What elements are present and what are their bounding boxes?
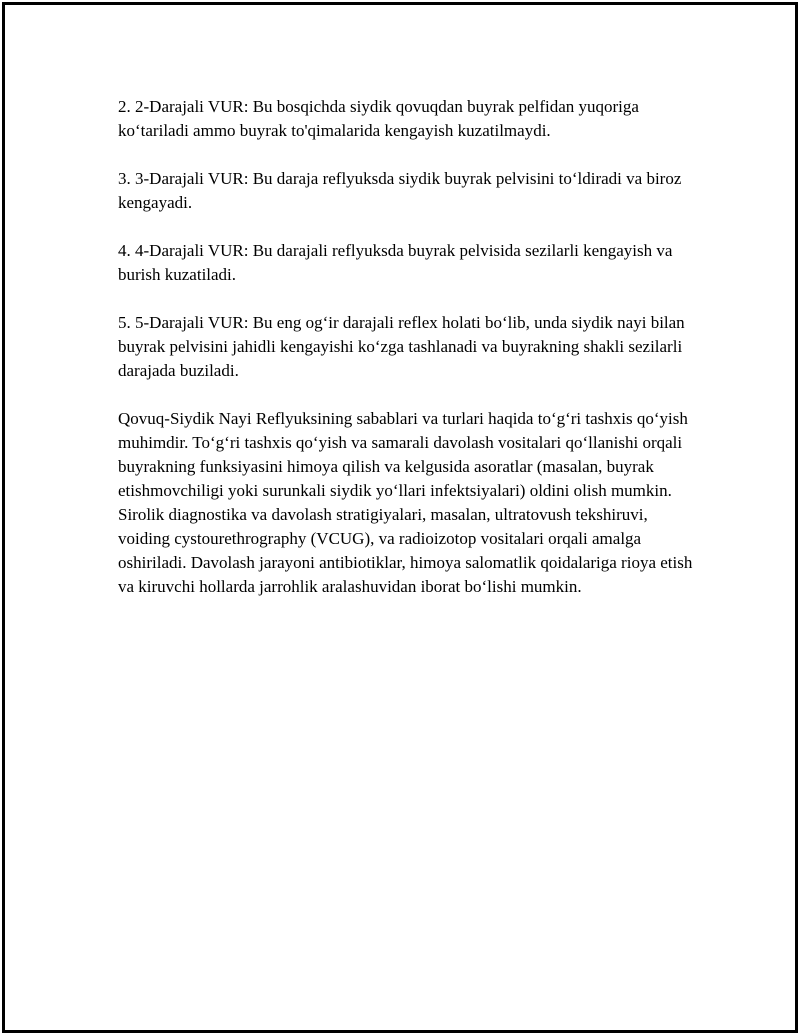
paragraph-grade-2: 2. 2-Darajali VUR: Bu bosqichda siydik qovuqdan buyrak pelfidan yuqoriga ko‘tariladi ammo buyrak to'qimalarida kengayish kuzatilmaydi. [118,97,639,140]
paragraph-grade-5: 5. 5-Darajali VUR: Bu eng og‘ir darajali reflex holati bo‘lib, unda siydik nayi bilan buyrak pelvisini jahidli kengayishi ko‘zga tashlanadi va buyrakning shakli sezilarli darajada buziladi. [118,313,685,380]
document-page [2,2,798,1033]
document-body [118,95,698,599]
paragraph-grade-4: 4. 4-Darajali VUR: Bu darajali reflyuksda buyrak pelvisida sezilarli kengayish va burish kuzatiladi. [118,241,673,284]
paragraph-summary: Qovuq-Siydik Nayi Reflyuksining sabablari va turlari haqida to‘g‘ri tashxis qo‘yish muhimdir. To‘g‘ri tashxis qo‘yish va samarali davolash vositalari qo‘llanishi orqali buyrakning funksiyasini himoya qilish va kelgusida asoratlar (masalan, buyrak etishmovchiligi yoki surunkali siydik yo‘llari infektsiyalari) oldini olish mumkin. Sirolik diagnostika va davolash stratigiyalari, masalan, ultratovush tekshiruvi, voiding cystourethrography (VCUG), va radioizotop vositalari orqali amalga oshiriladi. Davolash jarayoni antibiotiklar, himoya salomatlik qoidalariga rioya etish va kiruvchi hollarda jarrohlik aralashuvidan iborat bo‘lishi mumkin. [118,409,693,596]
paragraph-grade-3: 3. 3-Darajali VUR: Bu daraja reflyuksda siydik buyrak pelvisini to‘ldiradi va biroz kengayadi. [118,169,682,212]
